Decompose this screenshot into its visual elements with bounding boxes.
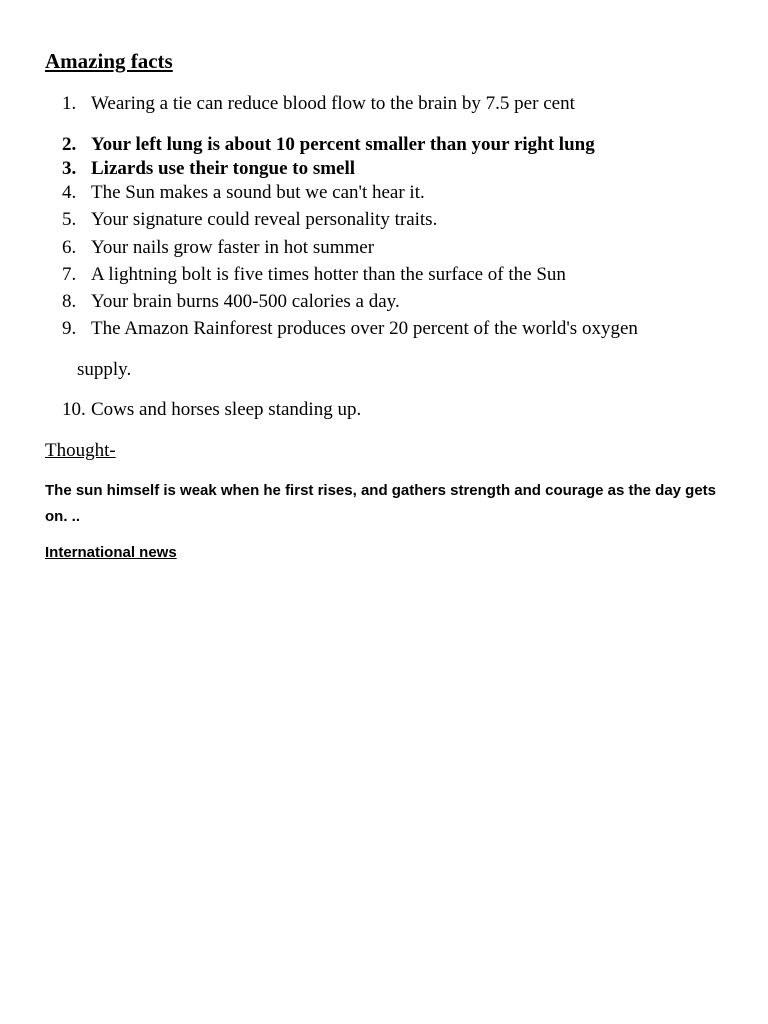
list-item-text: Lizards use their tongue to smell [91,158,356,179]
list-item-text: Your signature could reveal personality traits. [91,209,438,230]
list-item-number: 6. [62,237,77,258]
list-item-text: The Amazon Rainforest produces over 20 percent of the world's oxygen [91,318,638,339]
list-item-number: 4. [62,182,77,203]
list-item-continuation: supply. [77,359,132,380]
list-item-number: 8. [62,291,77,312]
list-item-number: 10. [62,399,86,420]
list-item-number: 5. [62,209,77,230]
thought-label: Thought- [45,440,116,461]
thought-quote: The sun himself is weak when he first rises, and gathers strength and courage as the day gets on. .. [45,482,717,525]
list-item-text: The Sun makes a sound but we can't hear it. [91,182,425,203]
list-item-text: Wearing a tie can reduce blood flow to the brain by 7.5 per cent [91,93,575,114]
list-item-text: Your brain burns 400-500 calories a day. [91,291,400,312]
list-item-number: 2. [62,134,77,155]
list-item-text: Your left lung is about 10 percent smaller than your right lung [91,134,595,155]
document-heading: Amazing facts [45,49,173,73]
list-item-number: 1. [62,93,77,114]
list-item-text: Cows and horses sleep standing up. [91,399,362,420]
list-item-number: 7. [62,264,77,285]
list-item-text: A lightning bolt is five times hotter than the surface of the Sun [91,264,566,285]
list-item-number: 9. [62,318,77,339]
list-item-text: Your nails grow faster in hot summer [91,237,375,258]
list-item-number: 3. [62,158,77,179]
news-heading: International news [45,544,177,561]
